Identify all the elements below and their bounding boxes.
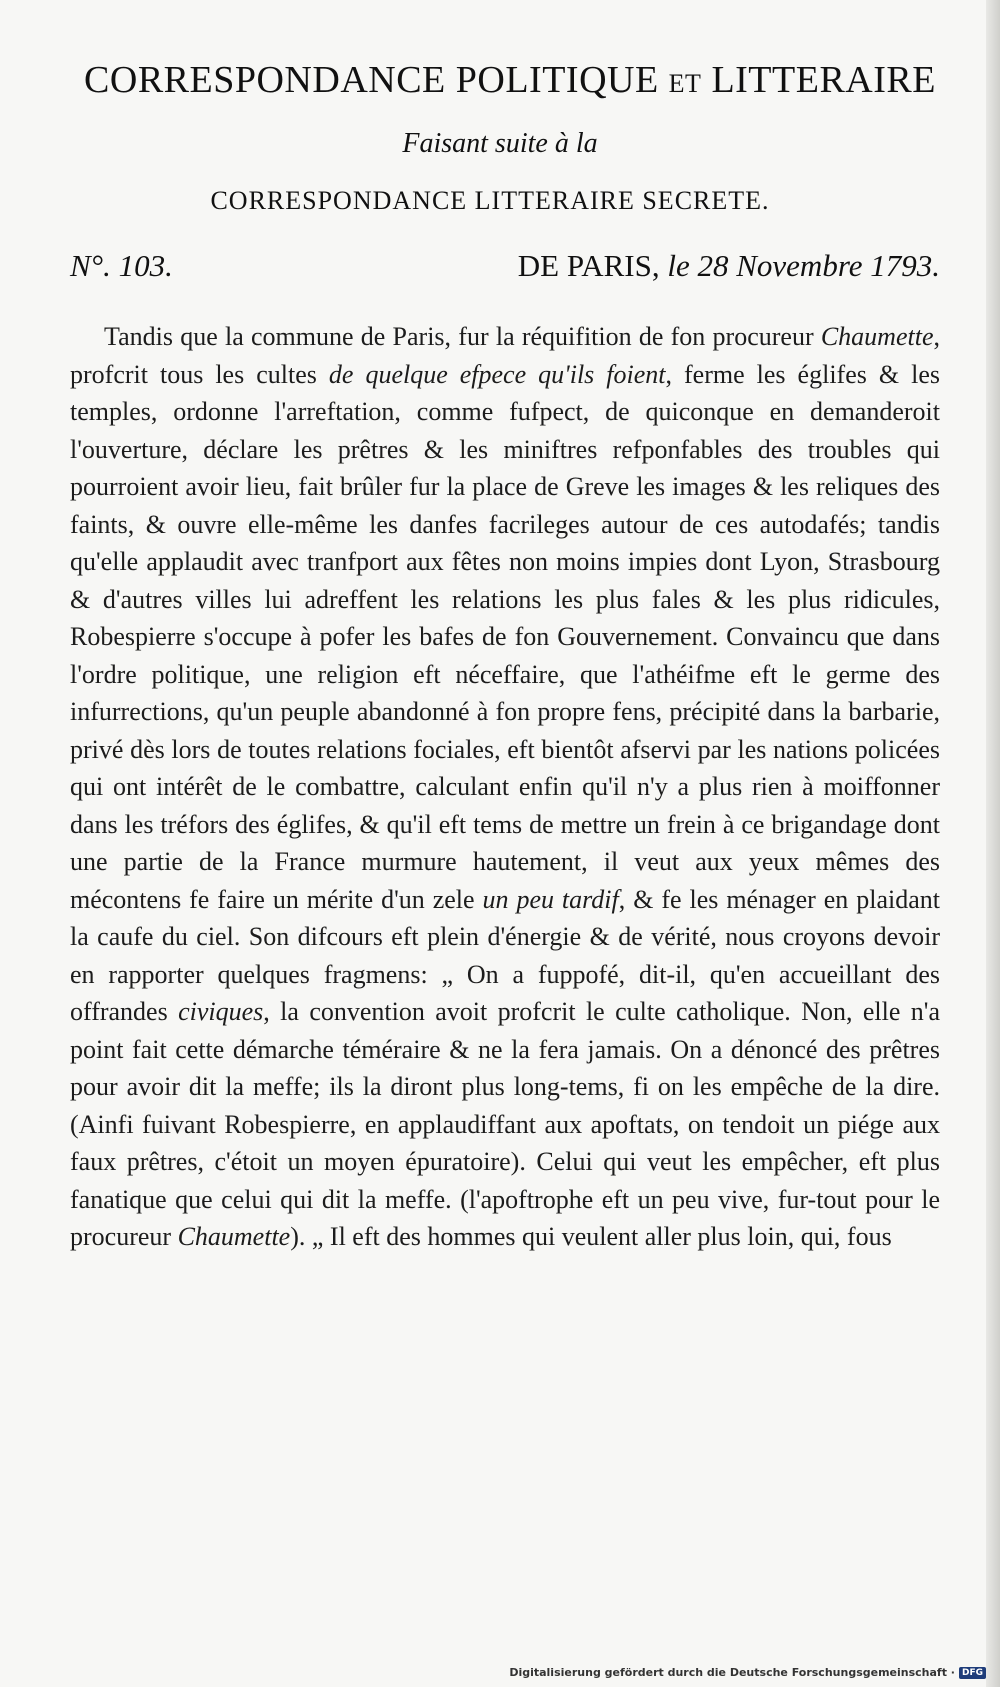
- dateline: [518, 248, 940, 284]
- page-edge-shadow: [986, 0, 1000, 1687]
- issue-number: N°. 103.: [70, 248, 173, 283]
- italic-word: civiques: [178, 997, 264, 1026]
- masthead-title: [80, 58, 940, 102]
- dfg-logo-icon: DFG: [959, 1667, 986, 1679]
- italic-phrase: de quelque efpece qu'ils foient: [328, 359, 666, 389]
- masthead-part2: ET: [668, 69, 702, 98]
- digitization-credit: [509, 1666, 986, 1679]
- text-run: , & fe les ménager en plaidant la caufe du ciel. Son difcours eft plein d'énergie & de vérité, nous croyons devoir en rapporter quelques fragmens: „ On a fuppofé, dit-il, qu'en accueillant des offrandes: [70, 884, 940, 1026]
- italic-name: Chaumette: [177, 1222, 291, 1251]
- italic-name: Chaumette: [820, 322, 934, 351]
- masthead-part3: LITTERAIRE: [711, 59, 936, 101]
- issue-line: [70, 248, 940, 288]
- subtitle: Faisant suite à la: [402, 128, 598, 159]
- article-body: [70, 318, 940, 1256]
- masthead-part1: CORRESPONDANCE POLITIQUE: [84, 59, 659, 101]
- article-paragraph: [70, 318, 940, 1256]
- text-run: , la convention avoit profcrit le culte catholique. Non, elle n'a point fait cette démarche téméraire & ne la fera jamais. On a dénoncé des prêtres pour avoir dit la meffe; ils la diront plus long-tems, fi on les empêche de la dire. (Ainfi fuivant Robespierre, en applaudiffant aux apoftats, on tendoit un piége aux faux prêtres, c'étoit un moyen épuratoire). Celui qui veut les empêcher, eft plus fanatique que celui qui dit la meffe. (l'apoftrophe eft un peu vive, fur-tout pour le procureur: [70, 997, 940, 1251]
- dateline-date: 28 Novembre 1793.: [697, 248, 940, 283]
- credit-text: Digitalisierung gefördert durch die Deutsche Forschungsgemeinschaft ·: [509, 1666, 955, 1679]
- dateline-place: DE PARIS,: [517, 248, 660, 283]
- italic-phrase: un peu tardif: [482, 884, 619, 914]
- text-run: Tandis que la commune de Paris, fur la réquifition de fon procureur: [104, 322, 821, 351]
- text-run: ). „ Il eft des hommes qui veulent aller plus loin, qui, fous: [290, 1222, 892, 1251]
- text-run: , profcrit tous les cultes: [70, 322, 940, 389]
- text-run: , ferme les églifes & les temples, ordonne l'arreftation, comme fufpect, de quiconque en demanderoit l'ouverture, déclare les prêtres & les miniftres refponfables des troubles qui pourroient avoir lieu, fait brûler fur la place de Greve les images & les reliques des faints, & ouvre elle-même les danfes facrileges autour de ces autodafés; tandis qu'elle applaudit avec tranfport aux fêtes non moins impies dont Lyon, Strasbourg & d'autres villes lui adreffent les relations les plus fales & les plus ridicules, Robespierre s'occupe à pofer les bafes de fon Gouvernement. Convaincu que dans l'ordre politique, une religion eft néceffaire, que l'athéifme eft le germe des infurrections, qu'un peuple abandonné à fon propre fens, précipité dans la barbarie, privé dès lors de toutes relations fociales, eft bientôt afservi par les nations policées qui ont intérêt de le combattre, calculant enfin qu'il n'y a plus rien à moiffonner dans les tréfors des églifes, & qu'il eft tems de mettre un frein à ce brigandage dont une partie de la France murmure hautement, il veut aux yeux mêmes des mécontens fe faire un mérite d'un zele: [70, 359, 940, 914]
- dateline-prefix: le: [667, 248, 690, 283]
- subtitle-secondary: CORRESPONDANCE LITTERAIRE SECRETE.: [210, 186, 770, 215]
